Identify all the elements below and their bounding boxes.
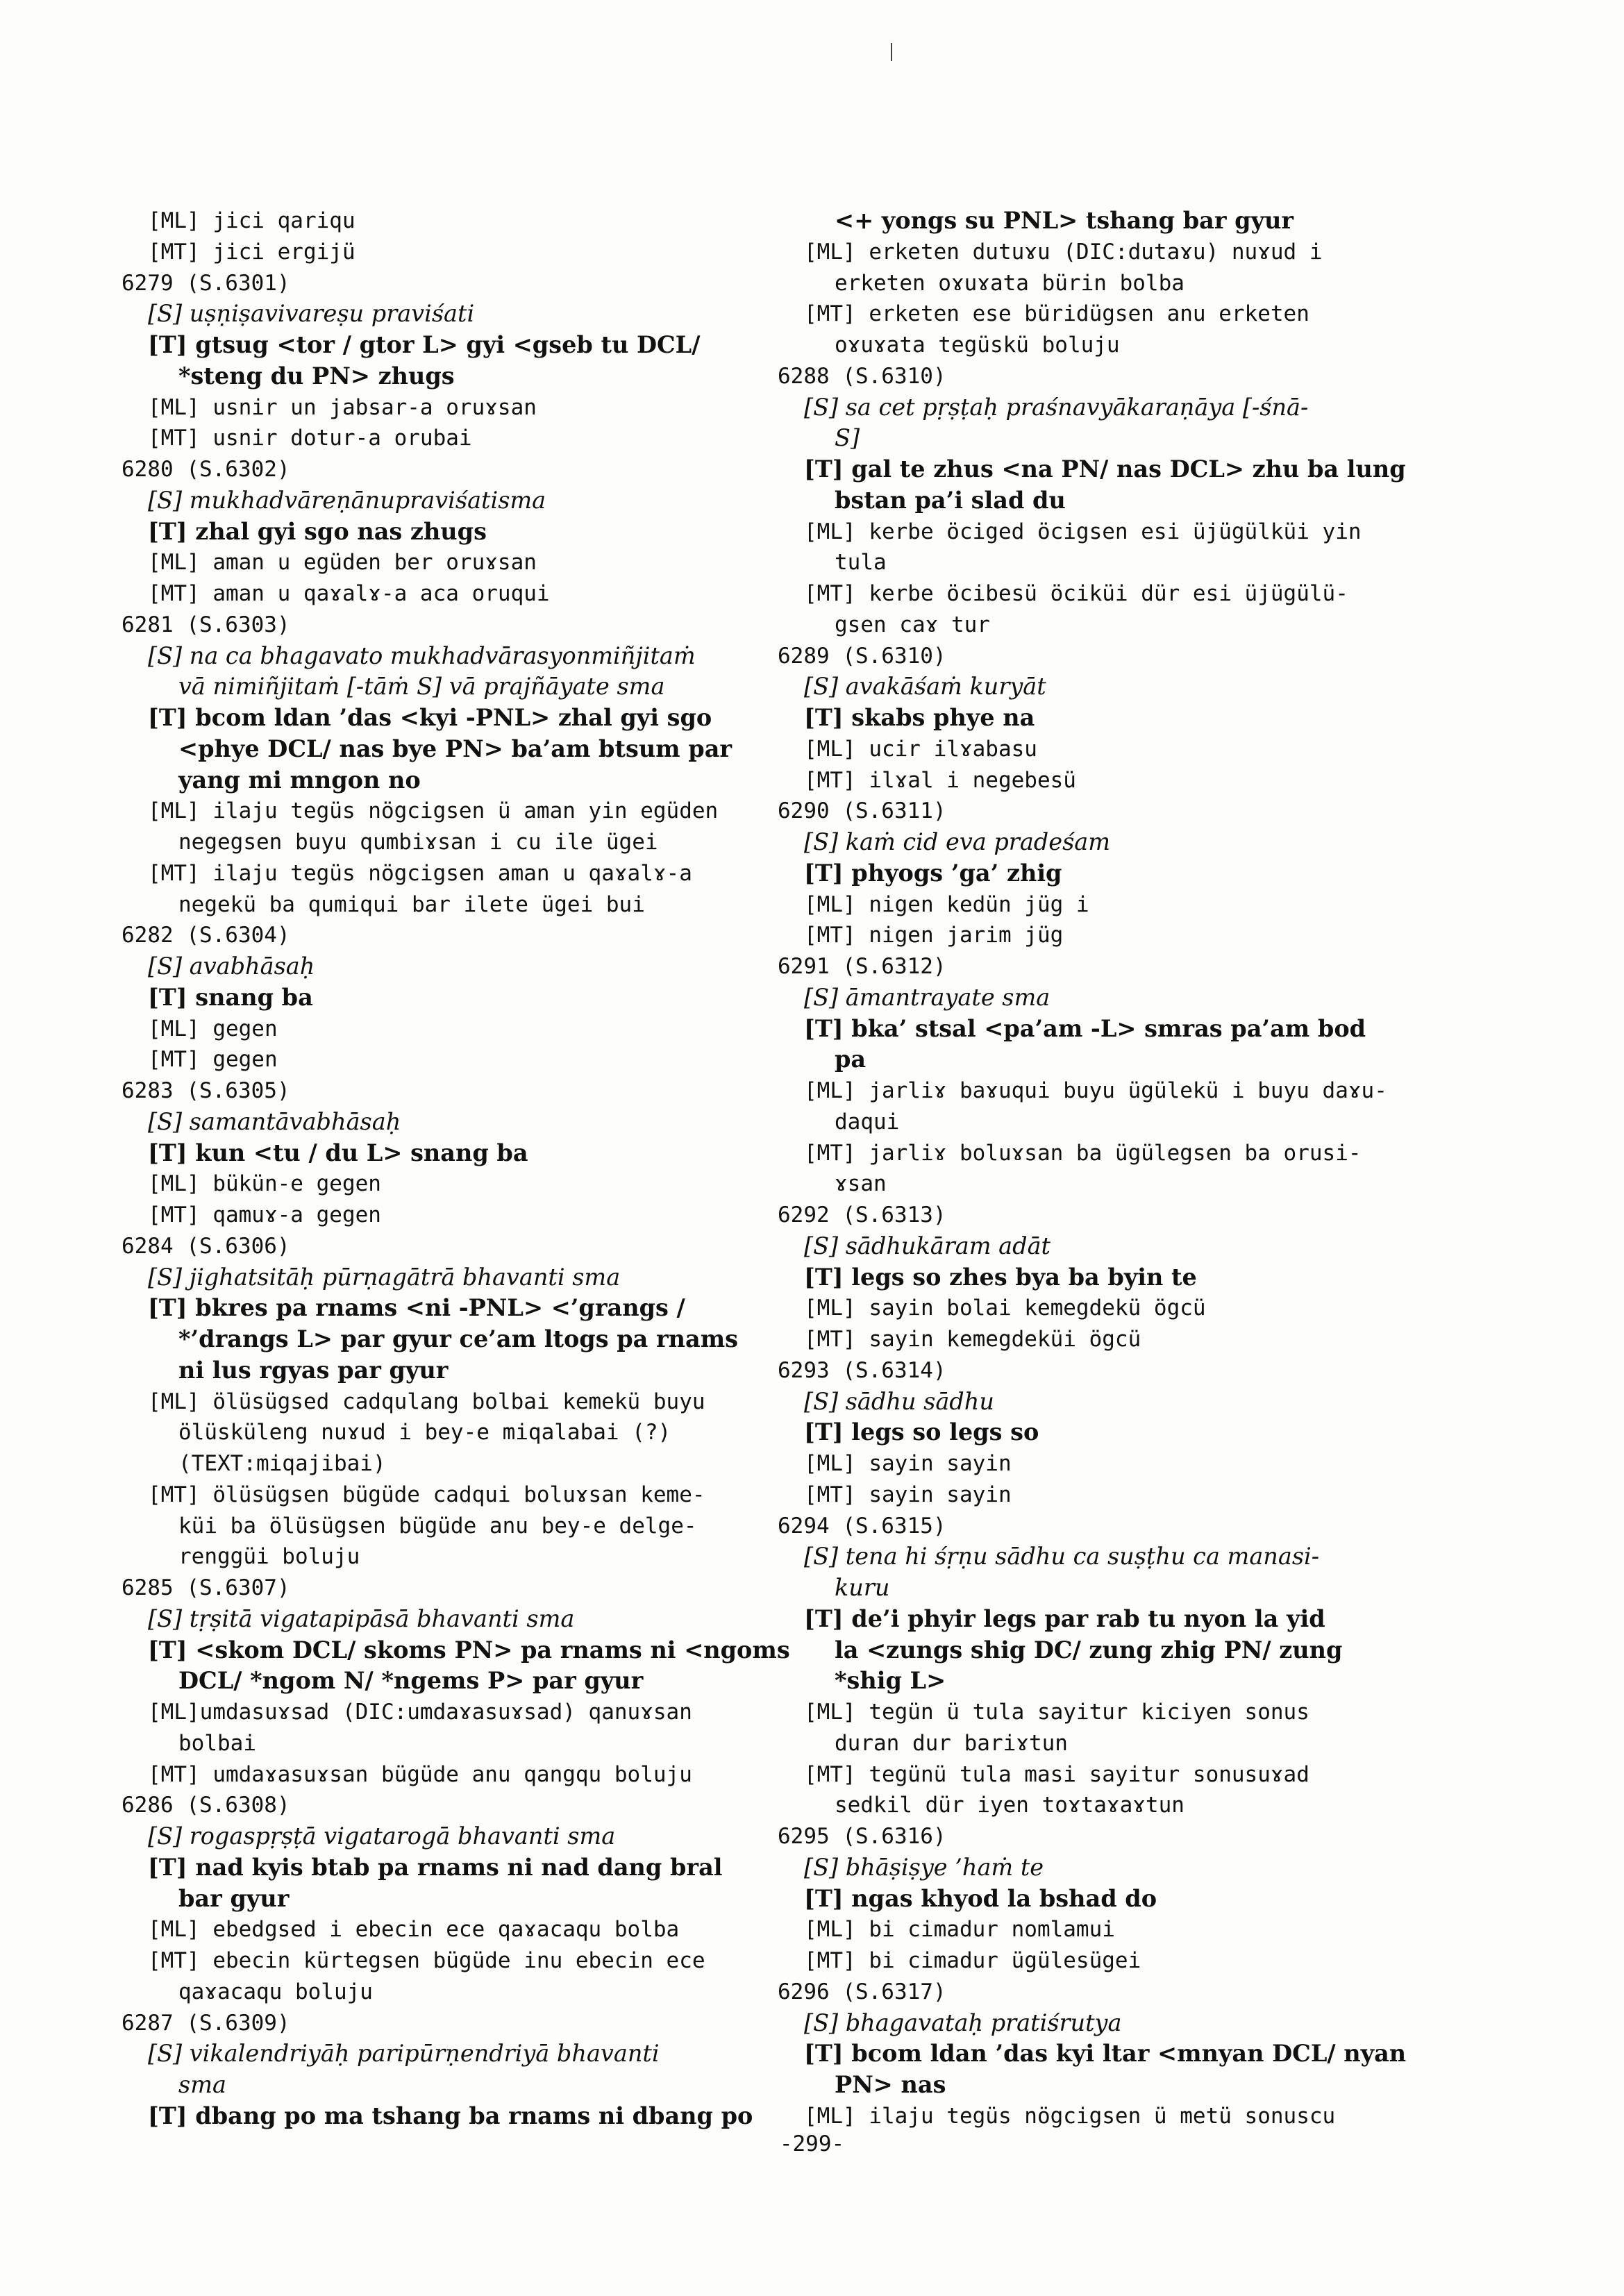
entry-line: 6284 (S.6306) [122,1233,290,1259]
entry-line: [MT] tegünü tula masi sayitur sonusuɤad [804,1761,1309,1787]
entry-line: [ML] ölüsügsed cadqulang bolbai kemekü buyu [148,1389,705,1414]
entry-line: [T] bcom ldan ’das kyi ltar <mnyan DCL/ nyan [804,2040,1407,2068]
entry-line: [MT] umdaɤasuɤsan bügüde anu qangqu boluju [148,1761,692,1787]
entry-line: [MT] sayin kemegdeküi ögcü [804,1327,1141,1352]
entry-line: [S] jighatsitāḥ pūrṇagātrā bhavanti sma [148,1263,621,1291]
scan-mark [891,43,892,61]
entry-line: 6281 (S.6303) [122,612,290,637]
entry-line: [ML] ilaju tegüs nögcigsen ü metü sonuscu [804,2103,1336,2129]
entry-line: [T] nad kyis btab pa rnams ni nad dang bral [148,1853,723,1881]
entry-line: [MT] kerbe öcibesü öciküi dür esi üjügülü- [804,581,1348,606]
entry-line: <+ yongs su PNL> tshang bar gyur [835,207,1294,234]
entry-line: [S] rogaspṛṣṭā vigatarogā bhavanti sma [148,1822,616,1850]
entry-line: [T] de’i phyir legs par rab tu nyon la yid [804,1604,1325,1632]
entry-line: ni lus rgyas par gyur [178,1356,449,1384]
entry-line: 6280 (S.6302) [122,457,290,482]
entry-line: [S] na ca bhagavato mukhadvārasyonmiñjitaṁ [148,642,696,669]
entry-line: 6292 (S.6313) [778,1203,946,1227]
entry-line: kuru [835,1574,890,1601]
entry-line: 6279 (S.6301) [122,270,290,296]
entry-line: [T] kun <tu / du L> snang ba [148,1139,528,1166]
entry-line: duran dur bariɤtun [835,1730,1068,1756]
entry-line: küi ba ölüsügsen bügüde anu bey-e delge- [178,1513,697,1539]
entry-line: [ML] sayin sayin [804,1451,1012,1476]
entry-line: [S] avakāśaṁ kuryāt [804,673,1046,701]
entry-line: [S] sādhu sādhu [804,1387,994,1415]
entry-line: bar gyur [178,1884,290,1912]
entry-line: [S] bhāṣiṣye ’haṁ te [804,1853,1044,1881]
entry-line: [S] kaṁ cid eva pradeśam [804,828,1110,855]
entry-line: [T] snang ba [148,983,313,1011]
entry-line: [ML] ucir ilɤabasu [804,736,1037,762]
entry-line: *shig L> [835,1667,946,1695]
entry-line: tula [835,550,887,576]
entry-line: [MT] jarliɤ boluɤsan ba ügülegsen ba orusi- [804,1140,1362,1166]
entry-line: DCL/ *ngom N/ *ngems P> par gyur [178,1667,644,1695]
entry-line: 6287 (S.6309) [122,2010,290,2036]
entry-line: [ML] jarliɤ baɤuqui buyu ügülekü i buyu daɤu- [804,1078,1387,1103]
entry-line: sma [178,2071,226,2098]
entry-line: [MT] qamuɤ-a gegen [148,1203,381,1227]
entry-line: [T] bcom ldan ’das <kyi -PNL> zhal gyi sgo [148,704,712,731]
entry-line: [MT] ilaju tegüs nögcigsen aman u qaɤalɤ-a [148,860,692,886]
entry-line: [T] skabs phye na [804,704,1035,731]
entry-line: [ML] bi cimadur nomlamui [804,1917,1115,1943]
entry-line: [MT] ölüsügsen bügüde cadqui boluɤsan keme- [148,1482,705,1507]
entry-line: 6285 (S.6307) [122,1575,290,1600]
entry-line: pa [835,1046,867,1073]
entry-line: yang mi mngon no [178,766,421,794]
entry-line: [T] <skom DCL/ skoms PN> pa rnams ni <ngoms [148,1636,790,1664]
entry-line: 6291 (S.6312) [778,954,946,979]
entry-line: [MT] jici ergijü [148,239,355,265]
entry-line: [ML] erketen dutuɤu (DIC:dutaɤu) nuɤud i [804,239,1323,265]
entry-line: [ML] sayin bolai kemegdekü ögcü [804,1296,1206,1321]
entry-line: [MT] ebecin kürtegsen bügüde inu ebecin ece [148,1948,705,1973]
entry-line: 6295 (S.6316) [778,1824,946,1849]
entry-line: bolbai [178,1730,256,1756]
entry-line: [T] ngas khyod la bshad do [804,1884,1157,1912]
entry-line: [ML] tegün ü tula sayitur kiciyen sonus [804,1700,1309,1725]
entry-line: [S] āmantrayate sma [804,983,1050,1011]
entry-line: [T] legs so zhes bya ba byin te [804,1263,1197,1291]
entry-line: 6290 (S.6311) [778,798,946,824]
entry-line: 6296 (S.6317) [778,1979,946,2004]
left-column [122,206,790,2132]
entry-line: [ML] nigen kedün jüg i [804,891,1089,917]
entry-line: [ML] usnir un jabsar-a oruɤsan [148,394,537,420]
page-number: -299- [779,2131,845,2156]
entry-line: vā nimiñjitaṁ [-tāṁ S] vā prajñāyate sma [178,673,665,701]
entry-line: 6282 (S.6304) [122,923,290,948]
entry-line: erketen oɤuɤata bürin bolba [835,270,1184,296]
entry-line: *’drangs L> par gyur ce’am ltogs pa rnams [178,1325,739,1352]
entry-line: 6289 (S.6310) [778,643,946,669]
entry-line: 6294 (S.6315) [778,1513,946,1539]
entry-line: [T] legs so legs so [804,1418,1039,1446]
entry-line: [MT] nigen jarim jüg [804,923,1064,948]
entry-line: oɤuɤata tegüskü boluju [835,333,1120,358]
entry-line: [S] sa cet pṛṣṭaḥ praśnavyākaraṇāya [-śnā- [804,393,1309,421]
entry-line: [T] zhal gyi sgo nas zhugs [148,517,487,545]
entry-line: bstan pa’i slad du [835,486,1066,514]
entry-line: daqui [835,1109,900,1134]
entry-line: *steng du PN> zhugs [178,362,455,389]
entry-line: [T] dbang po ma tshang ba rnams ni dbang po [148,2102,753,2129]
entry-line: [T] phyogs ’ga’ zhig [804,859,1062,887]
entry-line: negekü ba qumiqui bar ilete ügei bui [178,891,645,917]
entry-line: ölüsküleng nuɤud i bey-e miqalabai (?) [178,1420,671,1446]
entry-line: [S] uṣṇiṣavivareṣu praviśati [148,300,475,328]
entry-line: [ML] ilaju tegüs nögcigsen ü aman yin egüden [148,798,719,824]
entry-line: [S] tena hi śṛṇu sādhu ca suṣṭhu ca manasi- [804,1543,1320,1570]
entry-line: [S] samantāvabhāsaḥ [148,1107,401,1135]
entry-line: PN> nas [835,2071,946,2098]
entry-line: [S] bhagavataḥ pratiśrutya [804,2009,1122,2036]
entry-line: [ML] kerbe öciged öcigsen esi üjügülküi yin [804,519,1362,544]
entry-line: la <zungs shig DC/ zung zhig PN/ zung [835,1636,1343,1664]
entry-line: (TEXT:miqajibai) [178,1451,386,1476]
entry-line: [T] gal te zhus <na PN/ nas DCL> zhu ba lung [804,455,1406,483]
entry-line: [ML] jici qariqu [148,208,355,233]
entry-line: [S] vikalendriyāḥ paripūrṇendriyā bhavanti [148,2040,660,2068]
entry-line: S] [835,424,860,452]
entry-line: [MT] sayin sayin [804,1482,1012,1507]
entry-line: ɤsan [835,1171,887,1197]
entry-line: 6288 (S.6310) [778,363,946,389]
entry-line: sedkil dür iyen toɤtaɤaɤtun [835,1793,1184,1818]
entry-line: [T] bka’ stsal <pa’am -L> smras pa’am bod [804,1014,1366,1042]
entry-line: [T] gtsug <tor / gtor L> gyi <gseb tu DCL/ [148,331,701,358]
entry-line: gsen caɤ tur [835,612,990,637]
entry-line: [S] sādhukāram adāt [804,1232,1051,1259]
entry-line: [MT] gegen [148,1047,278,1073]
entry-line: qaɤacaqu boluju [178,1979,373,2004]
entry-line: [MT] aman u qaɤalɤ-a aca oruqui [148,581,550,606]
entry-line: [S] tṛṣitā vigatapipāsā bhavanti sma [148,1604,575,1632]
entry-line: [ML]umdasuɤsad (DIC:umdaɤasuɤsad) qanuɤsan [148,1700,692,1725]
entry-line: [MT] bi cimadur ügülesügei [804,1948,1141,1973]
entry-line: [MT] usnir dotur-a orubai [148,426,472,451]
entry-line: [S] avabhāsaḥ [148,953,315,980]
entry-line: [ML] bükün-e gegen [148,1171,381,1197]
entry-line: [ML] gegen [148,1016,278,1041]
entry-line: renggüi boluju [178,1544,360,1570]
entry-line: 6293 (S.6314) [778,1357,946,1383]
entry-line: [T] bkres pa rnams <ni -PNL> <’grangs / [148,1294,685,1322]
entry-line: negegsen buyu qumbiɤsan i cu ile ügei [178,830,658,855]
right-column [778,206,1406,2132]
entry-line: [MT] ilɤal i negebesü [804,767,1076,793]
entry-line: [ML] ebedgsed i ebecin ece qaɤacaqu bolba [148,1917,680,1943]
entry-line: [MT] erketen ese büridügsen anu erketen [804,301,1309,327]
entry-line: 6283 (S.6305) [122,1078,290,1103]
entry-line: [S] mukhadvāreṇānupraviśatisma [148,486,546,514]
entry-line: 6286 (S.6308) [122,1793,290,1818]
entry-line: [ML] aman u egüden ber oruɤsan [148,550,537,576]
entry-line: <phye DCL/ nas bye PN> ba’am btsum par [178,735,733,762]
